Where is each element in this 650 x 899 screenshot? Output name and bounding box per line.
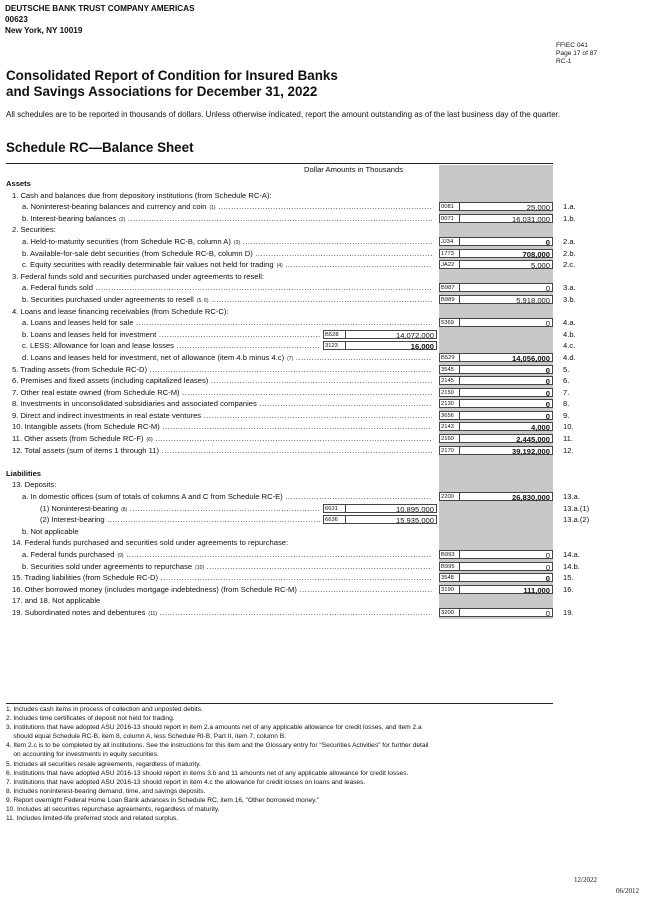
row-label-text: 10. Intangible assets (from Schedule RC-M) [12,422,160,432]
rcon-code: 3545 [439,365,460,374]
row-label-text: 17. and 18. Not applicable [12,596,101,606]
row-label [22,491,432,503]
row-label-text: 15. Trading liabilities (from Schedule RC-D) [12,573,159,583]
rcon-code: 2160 [439,434,460,443]
item-reference: 2.b. [563,248,576,258]
report-title [6,68,566,100]
row-label-text: a. Federal funds purchased [22,550,115,559]
rcon-code: 2150 [439,388,460,397]
row-label [12,190,432,202]
table-row [0,537,650,549]
row-label-text: 8. Investments in unconsolidated subsidiaries and associated companies [12,399,257,409]
inner-amount: 10,895,000 [346,504,437,513]
item-reference: 6. [563,376,570,386]
bank-id: 00623 [5,15,28,24]
row-label-text: 6. Premises and fixed assets (including capitalized leases) [12,376,209,386]
row-label [22,340,320,352]
footnote: 3. Institutions that have adopted ASU 2016-13 should report in item 2.a amounts net of any applicable allowance for credit losses, and item 2.a [6,724,422,732]
dollar-amounts-label: Dollar Amounts in Thousands [304,165,404,174]
amount-value: 26,830,000 [460,492,553,501]
row-label-text: 19. Subordinated notes and debentures [12,607,146,617]
row-label [12,479,432,491]
amount-value: 0 [460,562,553,571]
row-label-text: 9. Direct and indirect investments in real estate ventures [12,410,202,420]
rcon-code: JJ34 [439,237,460,246]
table-row [0,433,650,445]
row-label-text: 3. Federal funds sold and securities purchased under agreements to resell: [12,271,265,281]
row-label-text: a. In domestic offices (sum of totals of columns A and C from Schedule RC-E) [22,492,283,502]
row-label-text: b. Loans and leases held for investment [22,329,157,339]
row-label-text: a. Federal funds sold [22,283,93,293]
rcon-code: 3656 [439,411,460,420]
row-label-text: 4. Loans and lease financing receivables (from Schedule RC-C): [12,306,229,316]
row-label [12,595,432,607]
table-row [0,445,650,457]
footnote: 11. Includes limited-life preferred stock and related surplus. [6,815,179,823]
amount-value: 0 [460,411,553,420]
form-date: 06/2012 [616,887,639,895]
item-reference: 5. [563,364,570,374]
table-row [0,317,650,329]
amount-value: 4,000 [460,422,553,431]
table-row [0,607,650,619]
row-label-text: 14. Federal funds purchased and securities sold under agreements to repurchase: [12,538,289,548]
footnote-ref: (4) [276,263,283,270]
item-reference: 4.d. [563,352,576,362]
page-number: Page 17 of 87 [556,50,598,58]
amount-value: 16,031,000 [460,214,553,223]
inner-amount: 16,000 [346,341,437,350]
footnote-ref: (11) [148,610,157,617]
table-row [0,248,650,260]
table-row [0,340,650,352]
rcon-code: B995 [439,562,460,571]
table-row [0,410,650,422]
row-label-text: 7. Other real estate owned (from Schedule RC-M) [12,387,180,397]
intro-text: All schedules are to be reported in thousands of dollars. Unless otherwise indicated, report the amount outstanding as of the last business day of the quarter. [6,110,561,119]
item-reference: 3.a. [563,283,576,293]
footnote: 8. Includes noninterest-bearing demand, time, and savings deposits. [6,787,206,795]
row-label [22,526,432,538]
row-label [40,514,320,526]
rcon-code: 2145 [439,376,460,385]
amount-value: 0 [460,318,553,327]
row-label-text: b. Interest-bearing balances [22,213,117,223]
top-rule [6,163,553,164]
item-reference: 14.b. [563,561,580,571]
item-reference: 12. [563,445,574,455]
amount-value: 5,000 [460,260,553,269]
table-row [0,375,650,387]
row-label [6,468,432,480]
item-reference: 13.a. [563,492,580,502]
footnote: should equal Schedule RC-B, item 8, column A, less Schedule RI-B, Part II, item 7, column B. [6,733,286,741]
row-label [12,387,432,399]
footnote-ref: (9) [117,553,124,559]
row-label-text: d. Loans and leases held for investment, net of allowance (item 4.b minus 4.c) [22,352,285,362]
rcon-code: 0071 [439,214,460,223]
inner-code: B528 [323,330,346,339]
table-row [0,479,650,491]
balance-sheet-table [0,178,650,619]
row-label-text: Assets [6,179,31,188]
footnote: on accounting for investments in equity securities. [6,751,159,759]
schedule-title: Schedule RC—Balance Sheet [6,140,194,155]
row-label-text: b. Securities sold under agreements to repurchase [22,561,193,571]
table-row [0,526,650,538]
footnote: 2. Includes time certificates of deposit not held for trading. [6,715,175,723]
inner-amount: 15,935,000 [346,515,437,524]
inner-code: 6636 [323,515,346,524]
row-label-text: 16. Other borrowed money (includes mortgage indebtedness) (from Schedule RC-M) [12,584,297,594]
item-reference: 13.a.(2) [563,515,590,525]
table-row [0,561,650,573]
item-reference: 4.a. [563,318,576,328]
table-row [0,514,650,526]
item-reference: 16. [563,584,574,594]
row-label [22,317,432,329]
table-row [0,190,650,202]
row-label [12,445,432,457]
row-label-text: (2) Interest-bearing [40,515,105,525]
footnote-ref: (2) [119,216,126,223]
amount-value: 25,000 [460,202,553,211]
table-row [0,201,650,213]
amount-value: 0 [460,365,553,374]
bank-city: New York, NY 10019 [5,26,83,35]
rcon-code: B987 [439,283,460,292]
row-label [12,364,432,376]
footnote-ref: (3) [233,239,241,246]
item-reference: 4.b. [563,329,576,339]
amount-value: 39,192,000 [460,446,553,455]
footnote: 9. Report overnight Federal Home Loan Bank advances in Schedule RC, item 16, "Other borrowed money." [6,796,320,804]
item-reference: 4.c. [563,341,576,351]
item-reference: 10. [563,422,574,432]
item-reference: 7. [563,387,570,397]
row-label-text: a. Noninterest-bearing balances and currency and coin [22,202,207,212]
amount-value: 2,445,000 [460,434,553,443]
bank-name: DEUTSCHE BANK TRUST COMPANY AMERICAS [5,4,195,13]
table-row [0,352,650,364]
row-label-text: b. Not applicable [22,526,79,536]
footnote-ref: (5, 6) [196,297,209,304]
footnote: 6. Institutions that have adopted ASU 2016-13 should report in items 3.b and 11 amounts net of any applicable allowance for credit losses. [6,769,409,777]
footnote: 10. Includes all securities repurchase agreements, regardless of maturity. [6,806,220,814]
inner-code: 3123 [323,341,346,350]
row-label [12,306,432,318]
item-reference: 11. [563,434,573,444]
item-reference: 1.b. [563,213,576,223]
form-info [556,42,597,67]
row-label-text: Liabilities [6,468,42,478]
table-row [0,178,650,190]
inner-amount: 14,072,000 [346,330,437,339]
table-row [0,224,650,236]
row-label-text: 1. Cash and balances due from depository institutions (from Schedule RC-A): [12,190,272,200]
rcon-code: 2170 [439,446,460,455]
table-row [0,329,650,341]
table-row [0,572,650,584]
rcon-code: 2200 [439,492,460,501]
schedule-code: RC-1 [556,58,572,66]
report-title-line1: Consolidated Report of Condition for Insured Banks [6,68,338,83]
footnote: 4. Item 2.c is to be completed by all institutions. See the instructions for this item and the Glossary entry for "Securities Activities" for further detail [6,742,429,750]
row-label [12,537,432,549]
table-row [0,294,650,306]
table-row [0,491,650,503]
row-label [12,271,432,283]
row-label-text: 2. Securities: [12,225,56,235]
table-row [0,549,650,561]
row-label-text: c. Equity securities with readily determinable fair values not held for trading [22,260,274,270]
footnote-ref: (8) [121,506,128,513]
footnote-ref: (1) [209,205,216,212]
footnote-rule [6,703,553,704]
row-label [12,410,432,422]
item-reference: 13.a.(1) [563,503,590,513]
row-label-text: c. LESS: Allowance for loan and lease losses [22,341,174,351]
rcon-code: 0081 [439,202,460,211]
form-code: FFIEC 041 [556,42,588,49]
table-row [0,306,650,318]
footnote: 7. Institutions that have adopted ASU 2016-13 should report in item 4.c the allowance for credit losses on loans and leases. [6,778,366,786]
table-row [0,282,650,294]
item-reference: 9. [563,410,570,420]
rcon-code: JA22 [439,260,460,269]
row-label [22,329,320,341]
table-row [0,503,650,515]
table-row [0,456,650,468]
row-label [12,584,432,596]
table-row [0,364,650,376]
rcon-code: B989 [439,295,460,304]
row-label [12,375,432,387]
rcon-code: 3200 [439,608,460,617]
rcon-code: 5369 [439,318,460,327]
amount-value: 708,000 [460,249,553,258]
amount-value: 0 [460,237,553,246]
table-row [0,236,650,248]
row-label-text: 13. Deposits: [12,480,57,490]
row-label-text: b. Available-for-sale debt securities (from Schedule RC-B, column D) [22,248,253,258]
revision-date: 12/2022 [574,876,597,884]
row-label [6,178,432,190]
row-label-text: 5. Trading assets (from Schedule RC-D) [12,364,148,374]
amount-value: 0 [460,388,553,397]
amount-value: 0 [460,573,553,582]
rcon-code: B529 [439,353,460,362]
item-reference: 19. [563,607,574,617]
table-row [0,584,650,596]
footnote: 1. Includes cash items in process of collection and unposted debits. [6,706,203,713]
rcon-code: 2143 [439,422,460,431]
amount-value: 0 [460,550,553,559]
report-title-line2: and Savings Associations for December 31, 2022 [6,84,318,99]
rcon-code: 1773 [439,249,460,258]
amount-value: 14,056,000 [460,353,553,362]
amount-value: 0 [460,608,553,617]
row-label-text: 11. Other assets (from Schedule RC-F) [12,434,144,444]
row-label [12,421,432,433]
item-reference: 14.a. [563,550,580,559]
item-reference: 3.b. [563,294,576,304]
amount-value: 0 [460,283,553,292]
item-reference: 2.a. [563,236,576,246]
row-label [12,398,432,410]
row-label-text: a. Loans and leases held for sale [22,318,134,328]
footnote: 5. Includes all securities resale agreements, regardless of maturity. [6,760,201,768]
rcon-code: 3190 [439,585,460,594]
footnote-ref: (10) [195,564,205,571]
inner-code: 6631 [323,504,346,513]
row-label-text: a. Held-to-maturity securities (from Schedule RC-B, column A) [22,236,231,246]
item-reference: 15. [563,573,574,583]
rcon-code: B993 [439,550,460,559]
table-row [0,259,650,271]
table-row [0,387,650,399]
table-row [0,421,650,433]
row-label [22,248,432,260]
row-label [12,607,432,621]
row-label-text: (1) Noninterest-bearing [40,503,119,513]
table-row [0,271,650,283]
amount-value: 5,918,000 [460,295,553,304]
row-label-text: 12. Total assets (sum of items 1 through 11) [12,445,160,455]
amount-value: 0 [460,399,553,408]
bank-header [5,3,195,36]
item-reference: 1.a. [563,202,576,212]
row-label [12,572,432,584]
rcon-code: 3548 [439,573,460,582]
item-reference: 8. [563,399,570,409]
rcon-code: 2130 [439,399,460,408]
table-row [0,595,650,607]
item-reference: 2.c. [563,260,576,270]
amount-value: 111,000 [460,585,553,594]
footnotes [6,705,606,823]
table-row [0,398,650,410]
table-row [0,468,650,480]
footnote-ref: (6) [146,437,153,444]
footnote-ref: (7) [287,355,294,362]
row-label [12,224,432,236]
row-label [22,282,432,294]
table-row [0,213,650,225]
amount-value: 0 [460,376,553,385]
row-label-text: b. Securities purchased under agreements to resell [22,294,194,304]
